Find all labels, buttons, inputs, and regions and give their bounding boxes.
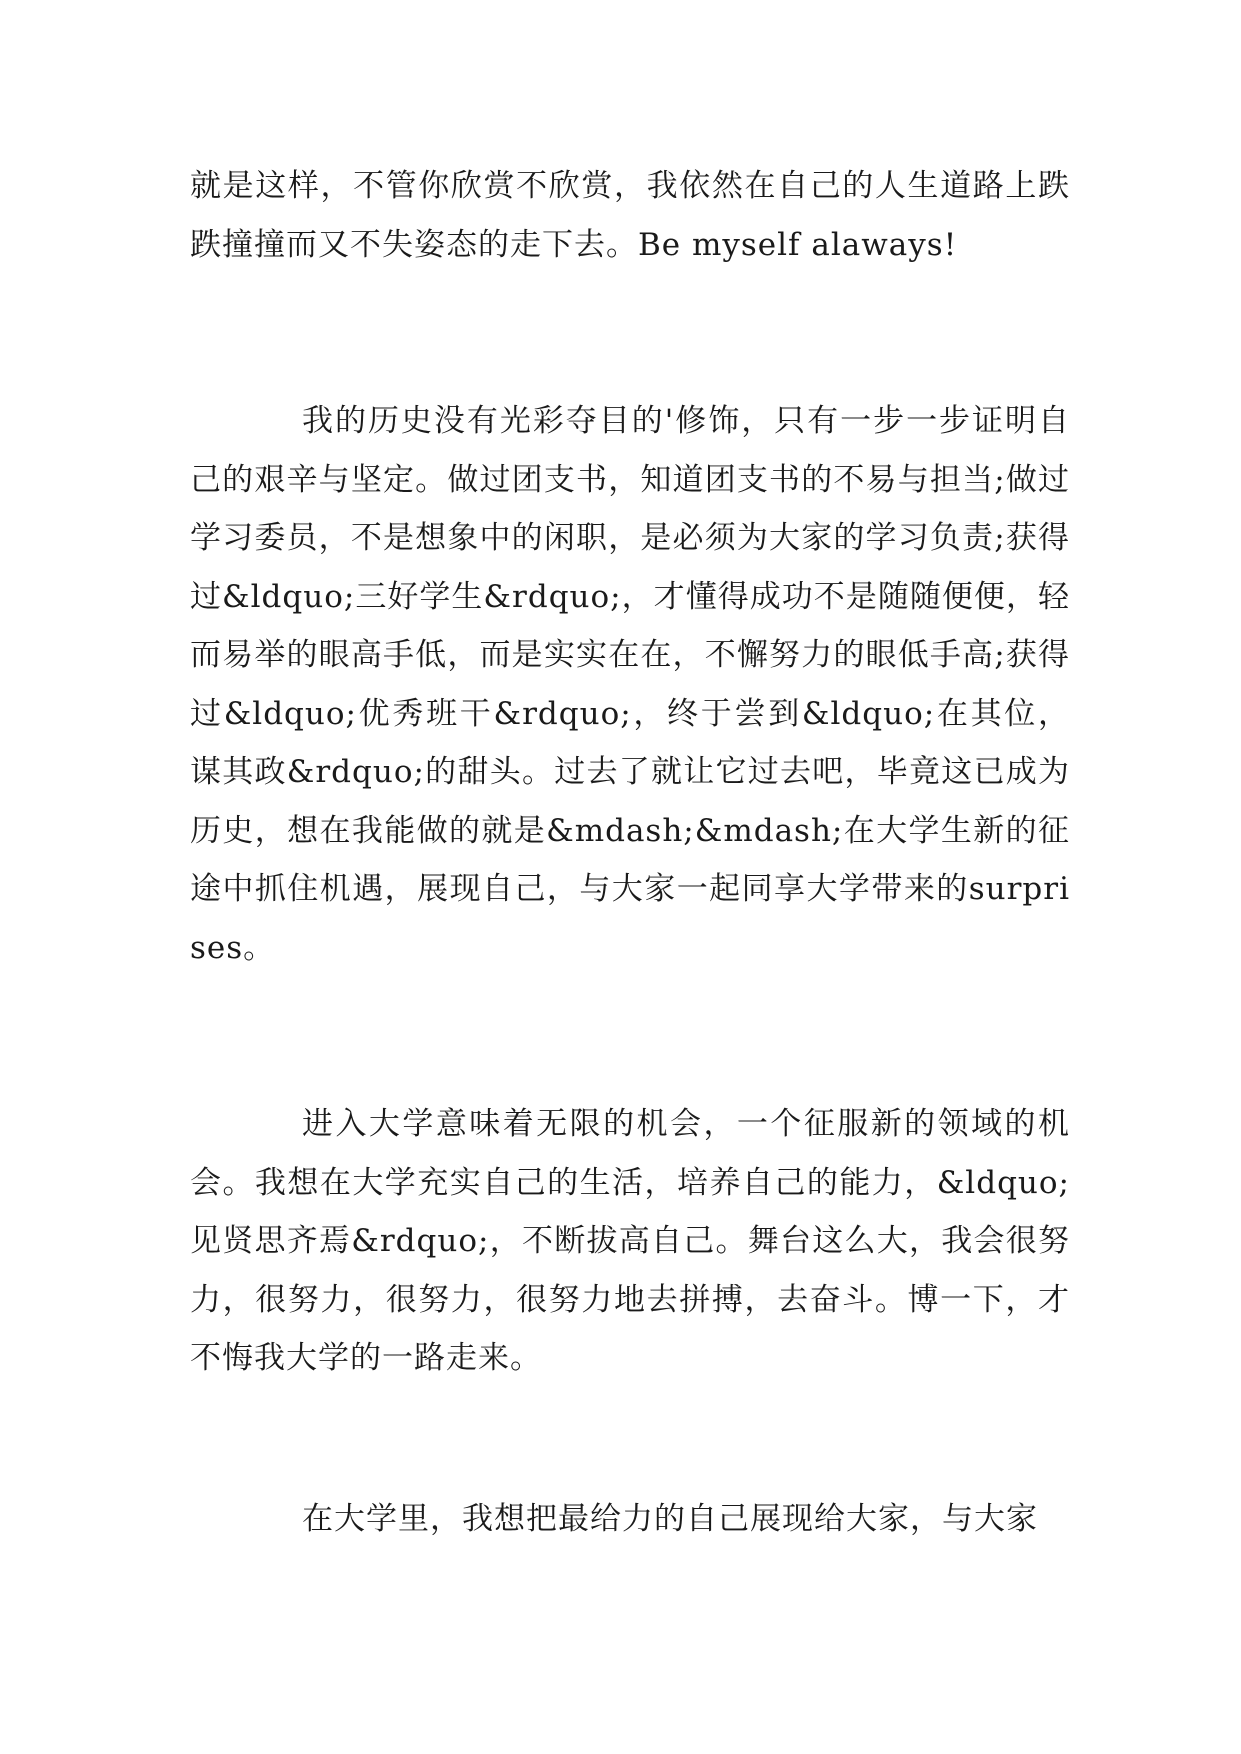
paragraph-3: 进入大学意味着无限的机会，一个征服新的领域的机会。我想在大学充实自己的生活，培养自己的能力，&ldquo;见贤思齐焉&rdquo;，不断拔高自己。舞台这么大，我会很努力，很努力，很努力，很努力地去拼搏，去奋斗。博一下，才不悔我大学的一路走来。 [190, 1106, 1070, 1376]
paragraph-2: 我的历史没有光彩夺目的'修饰，只有一步一步证明自己的艰辛与坚定。做过团支书，知道团支书的不易与担当;做过学习委员，不是想象中的闲职，是必须为大家的学习负责;获得过&ldquo;三好学生&rdquo;，才懂得成功不是随随便便，轻而易举的眼高手低，而是实实在在，不懈努力的眼低手高;获得过&ldquo;优秀班干&rdquo;，终于尝到&ldquo;在其位，谋其政&rdquo;的甜头。过去了就让它过去吧，毕竟这已成为历史，想在我能做的就是&mdash;&mdash;在大学生新的征途中抓住机遇，展现自己，与大家一起同享大学带来的surprises。 [190, 403, 1070, 966]
paragraph-1: 就是这样，不管你欣赏不欣赏，我依然在自己的人生道路上跌跌撞撞而又不失姿态的走下去。Be myself alaways! [190, 168, 1070, 263]
paragraph-4: 在大学里，我想把最给力的自己展现给大家，与大家 [302, 1501, 1038, 1537]
